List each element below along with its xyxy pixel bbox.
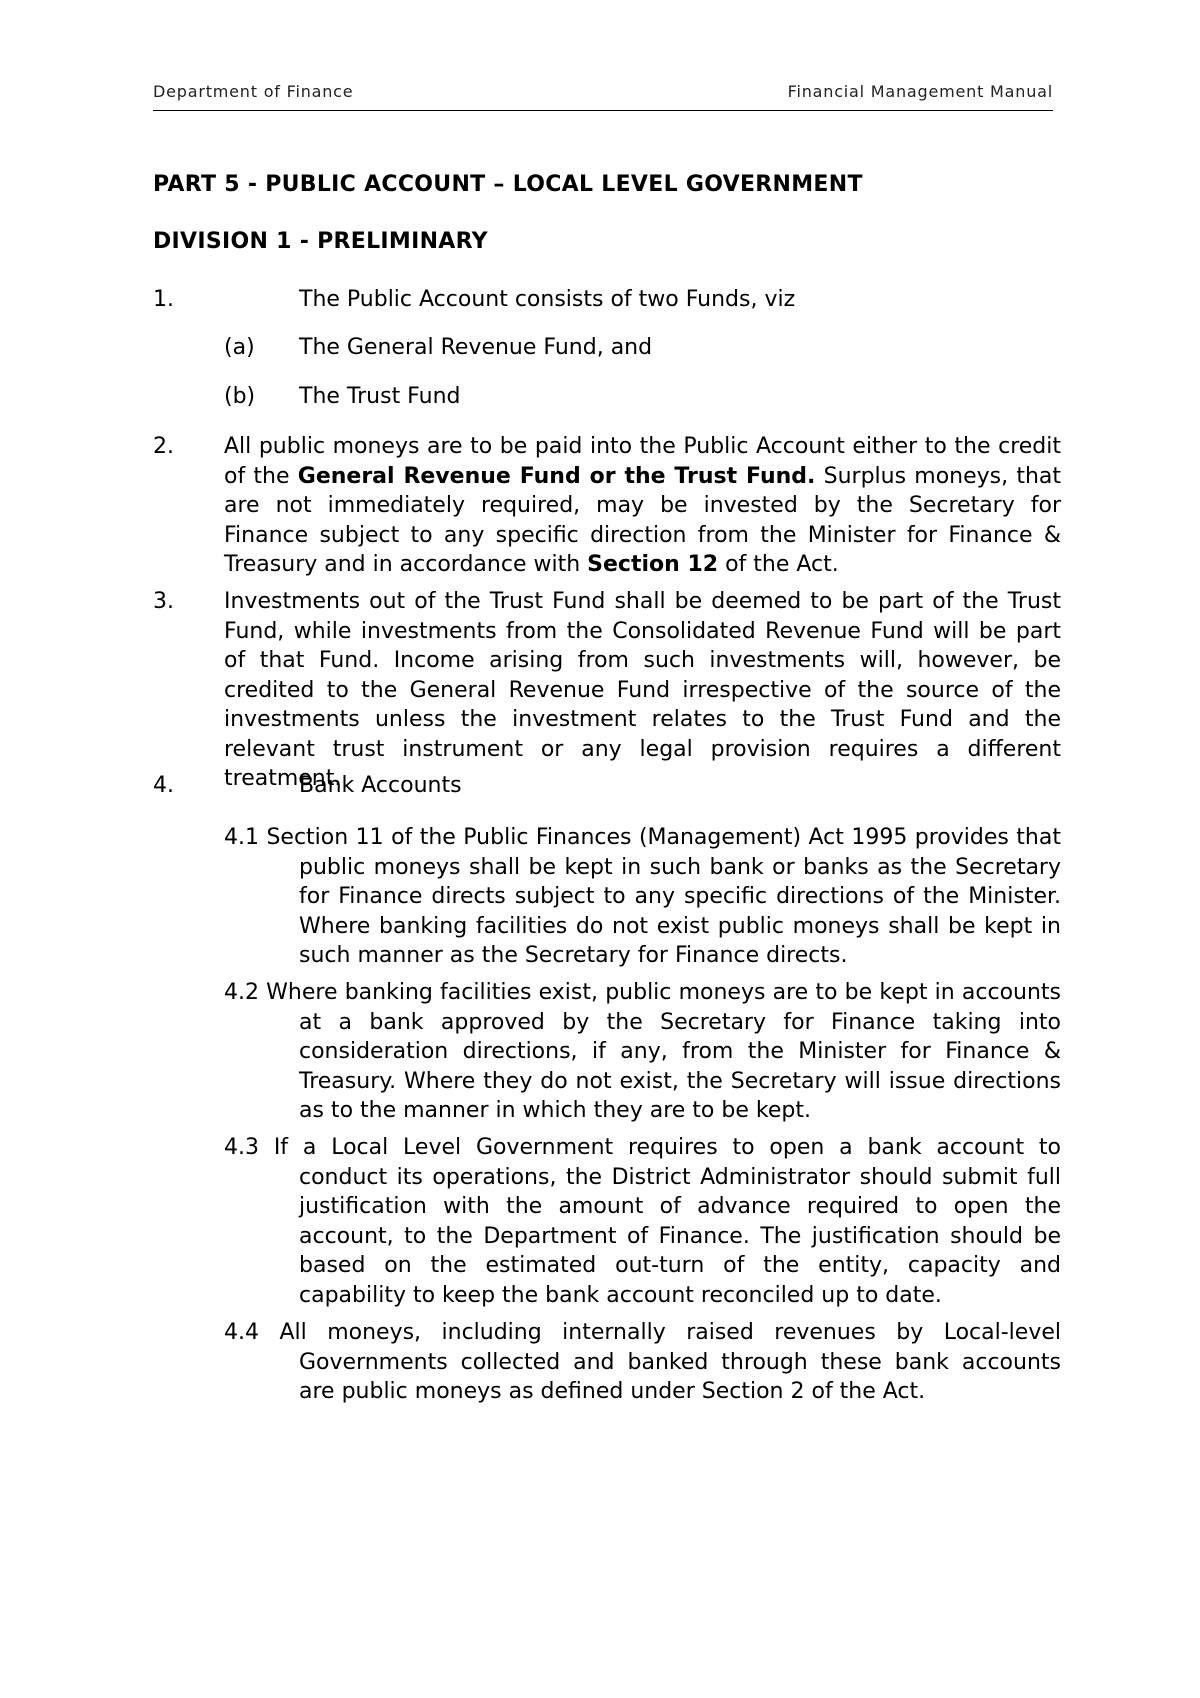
item-3-text: Investments out of the Trust Fund shall be deemed to be part of the Trust Fund, while investments from the Consolidated Revenue Fund will be part of that Fund. Income arising from such investments will, however, be credited to the General Revenue Fund irrespective of the source of the investments unless the investment relates to the Trust Fund and the relevant trust instrument or any legal provision requires a different treatment. xyxy=(224,589,1061,791)
item-1 xyxy=(153,285,1061,315)
item-1b xyxy=(153,382,1061,412)
subsection-4-1-text: 4.1 Section 11 of the Public Finances (Management) Act 1995 provides that public moneys shall be kept in such bank or banks as the Secretary for Finance directs subject to any specific directions of the Minister. Where banking facilities do not exist public moneys shall be kept in such manner as the Secretary for Finance directs. xyxy=(224,825,1061,968)
item-2-bold-funds: General Revenue Fund or the Trust Fund. xyxy=(297,463,816,489)
item-1b-text: The Trust Fund xyxy=(299,384,461,409)
item-1-text: The Public Account consists of two Funds, viz xyxy=(299,287,796,312)
item-1a-text: The General Revenue Fund, and xyxy=(299,335,653,360)
part-title: PART 5 - PUBLIC ACCOUNT – LOCAL LEVEL GOVERNMENT xyxy=(153,172,863,197)
item-4-text: Bank Accounts xyxy=(299,773,462,798)
item-2-text-b: Surplus moneys, that are not immediately required, may be invested by the Secretary for Finance subject to any specific direction from the Minister for Finance & Treasury and in accordance with xyxy=(224,463,1062,577)
item-2-text xyxy=(224,432,1061,580)
header-manual-title: Financial Management Manual xyxy=(787,82,1053,101)
item-1-number: 1. xyxy=(153,287,174,312)
item-2-bold-section: Section 12 xyxy=(587,552,719,577)
item-4-number: 4. xyxy=(153,773,174,798)
subsection-4-4-text: 4.4 All moneys, including internally raised revenues by Local-level Governments collected and banked through these bank accounts are public moneys as defined under Section 2 of the Act. xyxy=(224,1320,1061,1404)
subsection-4-1 xyxy=(224,823,1061,971)
item-3-number: 3. xyxy=(153,589,174,614)
subsection-4-3 xyxy=(224,1133,1061,1310)
item-1a xyxy=(153,333,1061,363)
item-1b-label: (b) xyxy=(224,384,256,409)
subsection-4-4 xyxy=(224,1318,1061,1407)
header-department: Department of Finance xyxy=(153,82,354,101)
item-1a-label: (a) xyxy=(224,335,255,360)
item-2-text-a: All public moneys are to be paid into the Public Account either to the credit of the xyxy=(224,434,1061,489)
subsection-4-2 xyxy=(224,978,1061,1126)
subsection-4-2-text: 4.2 Where banking facilities exist, public moneys are to be kept in accounts at a bank approved by the Secretary for Finance taking into consideration directions, if any, from the Minister for Finance & Treasury. Where they do not exist, the Secretary will issue directions as to the manner in which they are to be kept. xyxy=(224,980,1061,1123)
subsection-4-3-text: 4.3 If a Local Level Government requires to open a bank account to conduct its operations, the District Administrator should submit full justification with the amount of advance required to open the account, to the Department of Finance. The justification should be based on the estimated out-turn of the entity, capacity and capability to keep the bank account reconciled up to date. xyxy=(224,1135,1061,1308)
item-2-number: 2. xyxy=(153,434,174,459)
page-header xyxy=(153,82,1053,111)
item-4 xyxy=(153,771,1061,801)
item-2-text-c: of the Act. xyxy=(718,552,839,577)
division-title: DIVISION 1 - PRELIMINARY xyxy=(153,229,488,254)
